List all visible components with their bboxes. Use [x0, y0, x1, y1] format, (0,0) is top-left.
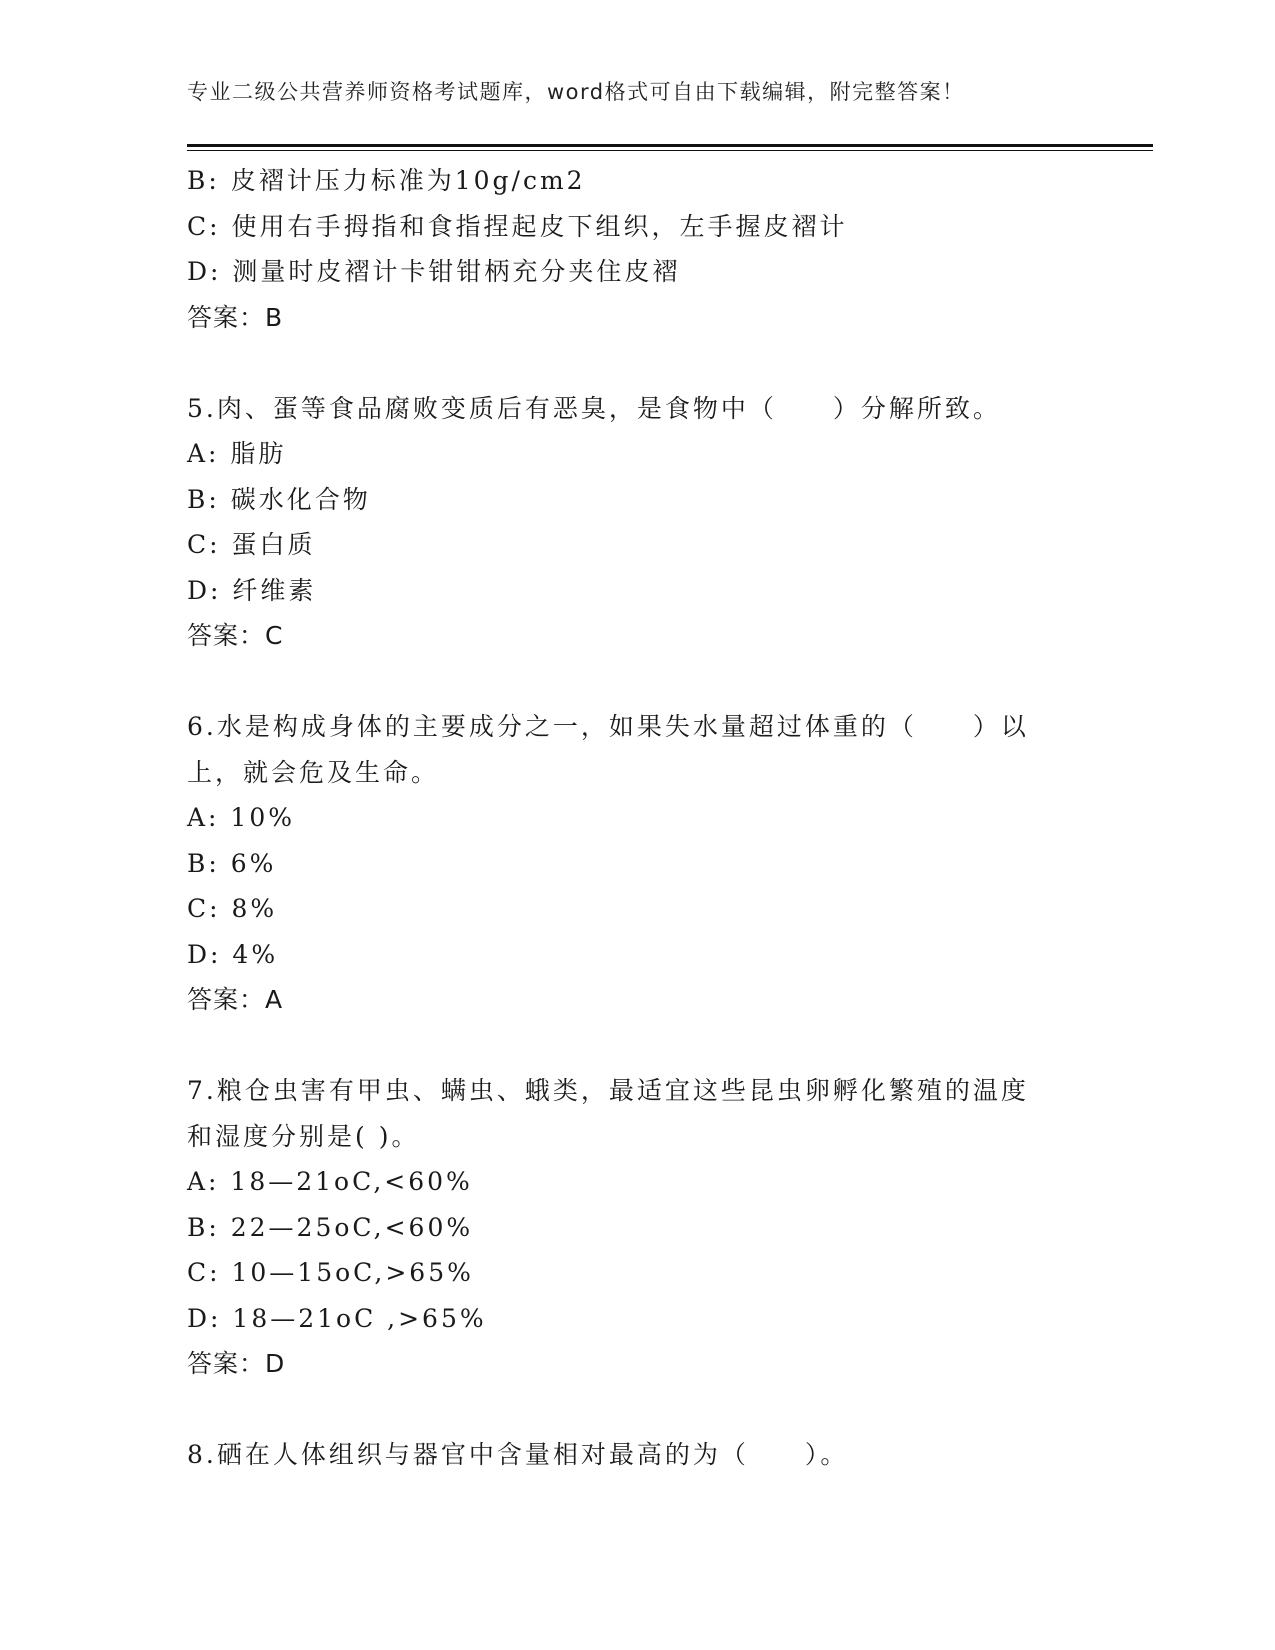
spacer — [187, 659, 1117, 705]
question-stem-line-1: 6.水是构成身体的主要成分之一，如果失水量超过体重的（ ）以 — [187, 712, 1029, 741]
option-a: A: 10% — [187, 803, 295, 832]
option-d: D: 纤维素 — [187, 575, 317, 605]
option-d: D: 18—21oC ,>65% — [187, 1303, 487, 1333]
option-a: A: 脂肪 — [187, 439, 287, 468]
option-d: D: 测量时皮褶计卡钳钳柄充分夹住皮褶 — [187, 257, 681, 286]
option-b: B: 碳水化合物 — [187, 484, 371, 514]
page-header: 专业二级公共营养师资格考试题库，word格式可自由下载编辑，附完整答案！ — [187, 80, 965, 104]
option-b: B: 6% — [187, 848, 277, 878]
question-8 — [187, 1432, 1117, 1478]
question-7 — [187, 1068, 1117, 1387]
option-a: A: 18—21oC,<60% — [187, 1167, 473, 1196]
question-stem-line-2: 和湿度分别是( )。 — [187, 1121, 420, 1151]
option-d: D: 4% — [187, 939, 279, 969]
document-body — [187, 158, 1117, 1478]
question-stem: 5.肉、蛋等食品腐败变质后有恶臭，是食物中（ ）分解所致。 — [187, 393, 1001, 423]
option-b: B: 皮褶计压力标准为10g/cm2 — [187, 166, 586, 195]
header-rule-thick — [187, 144, 1153, 147]
option-b: B: 22—25oC,<60% — [187, 1212, 474, 1242]
option-c: C: 8% — [187, 894, 278, 923]
answer-line: 答案：B — [187, 302, 284, 332]
option-c: C: 蛋白质 — [187, 530, 316, 559]
question-5 — [187, 386, 1117, 659]
option-c: C: 10—15oC,>65% — [187, 1258, 474, 1287]
answer-line: 答案：C — [187, 621, 284, 650]
question-stem-line-1: 7.粮仓虫害有甲虫、螨虫、蛾类，最适宜这些昆虫卵孵化繁殖的温度 — [187, 1076, 1029, 1105]
spacer — [187, 340, 1117, 386]
spacer — [187, 1387, 1117, 1433]
answer-line: 答案：A — [187, 985, 284, 1014]
question-stem: 8.硒在人体组织与器官中含量相对最高的为（ ）。 — [187, 1440, 849, 1469]
question-6 — [187, 704, 1117, 1023]
continued-question — [187, 158, 1117, 340]
header-rule-thin — [187, 150, 1153, 151]
spacer — [187, 1023, 1117, 1069]
question-stem-line-2: 上，就会危及生命。 — [187, 757, 440, 787]
option-c: C: 使用右手拇指和食指捏起皮下组织，左手握皮褶计 — [187, 211, 848, 241]
answer-line: 答案：D — [187, 1349, 286, 1378]
